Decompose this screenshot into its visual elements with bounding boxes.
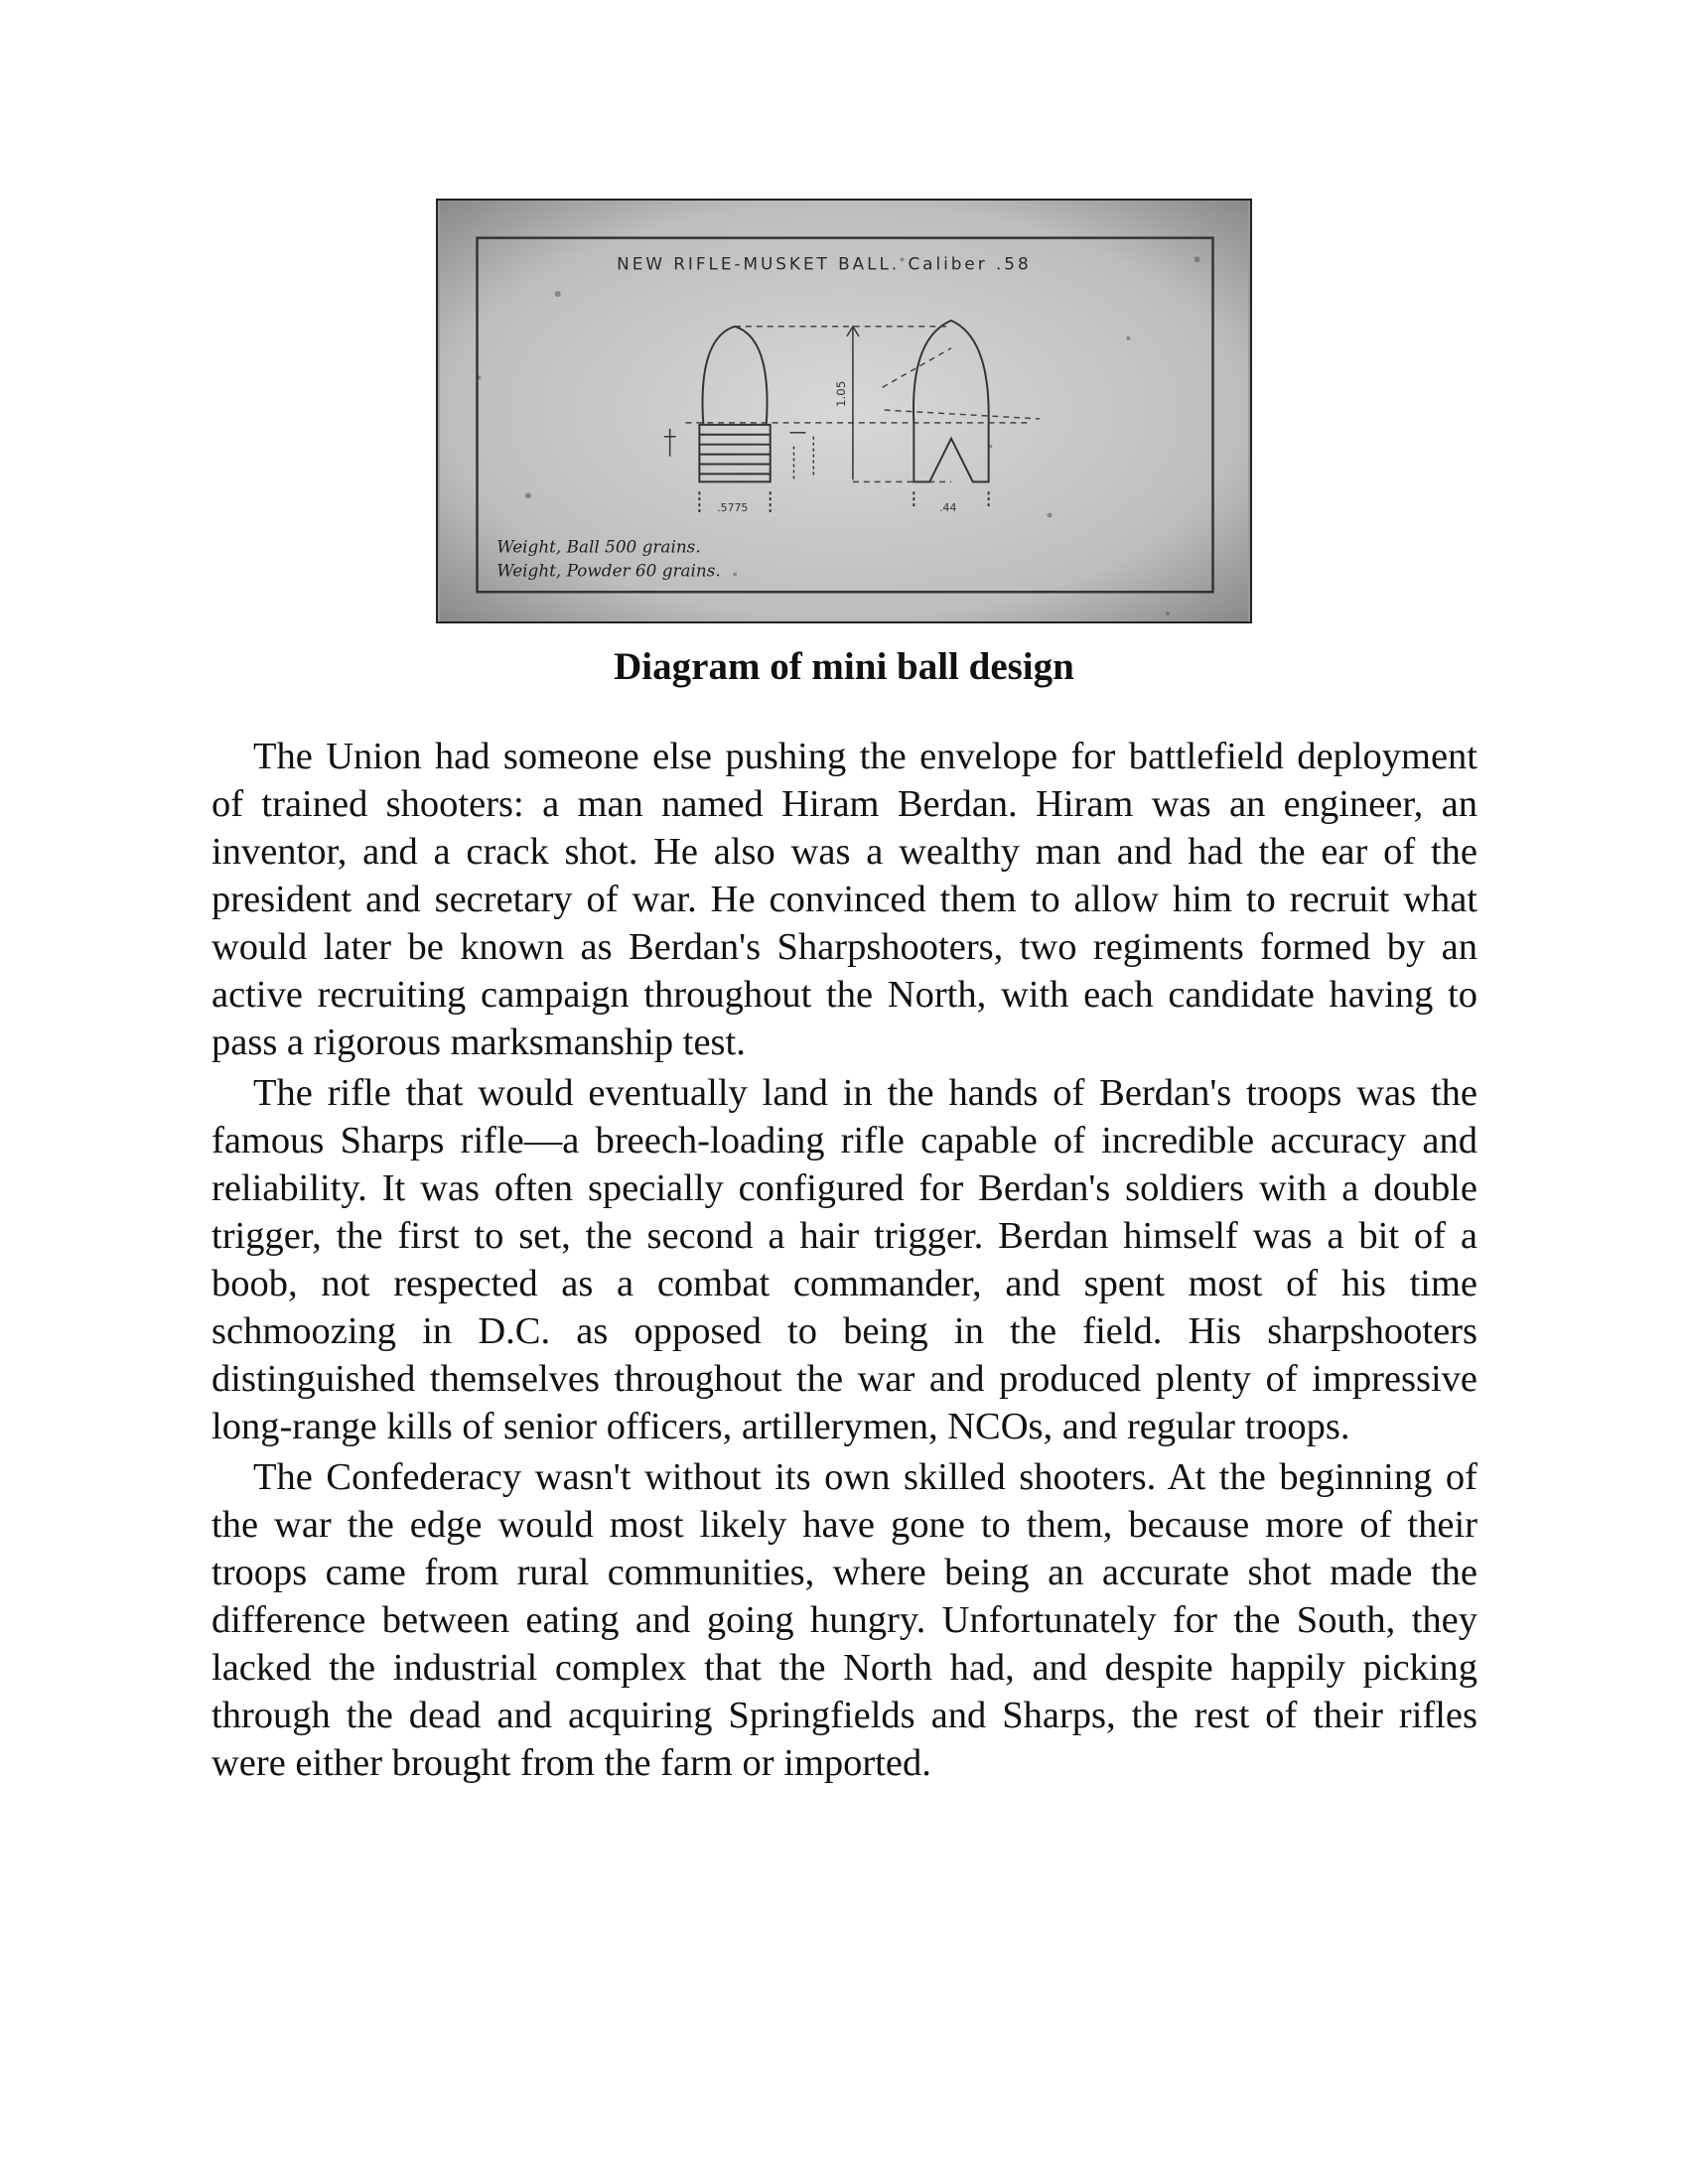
article-body xyxy=(211,733,1477,1790)
diagram-photo xyxy=(436,199,1252,623)
paragraph: The Confederacy wasn't without its own skilled shooters. At the beginning of the war the edge would most likely have gone to them, because more of their troops came from rural communities, where being an accurate shot made the difference between eating and going hungry. Unfortunately for the South, they lacked the industrial complex that the North had, and despite happily picking through the dead and acquiring Springfields and Sharps, the rest of their rifles were either brought from the farm or imported. xyxy=(211,1456,1477,1784)
weight-ball-text: Weight, Ball 500 grains. xyxy=(496,536,701,557)
weight-powder-text: Weight, Powder 60 grains. xyxy=(496,560,721,581)
cavity-width-label: .44 xyxy=(939,501,957,515)
paragraph: The rifle that would eventually land in the hands of Berdan's troops was the famous Sharps rifle—a breech-loading rifle capable of incredible accuracy and reliability. It was often specially configured for Berdan's soldiers with a double trigger, the first to set, the second a hair trigger. Berdan himself was a bit of a boob, not respected as a combat commander, and spent most of his time schmoozing in D.C. as opposed to being in the field. His sharpshooters distinguished themselves throughout the war and produced plenty of impressive long-range kills of senior officers, artillerymen, NCOs, and regular troops. xyxy=(211,1072,1477,1447)
height-label: 1.05 xyxy=(833,380,848,408)
paragraph: The Union had someone else pushing the envelope for battlefield deployment of trained shooters: a man named Hiram Berdan. Hiram was an engineer, an inventor, and a crack shot. He also was a wealthy man and had the ear of the president and secretary of war. He convinced them to allow him to recruit what would later be known as Berdan's Sharpshooters, two regiments formed by an active recruiting campaign throughout the North, with each candidate having to pass a rigorous marksmanship test. xyxy=(211,736,1477,1063)
bullet-diagram xyxy=(438,201,1250,621)
base-width-label: .5775 xyxy=(717,501,749,515)
figure-title: NEW RIFLE-MUSKET BALL. Caliber .58 xyxy=(617,253,1032,274)
figure-caption: Diagram of mini ball design xyxy=(614,645,1074,688)
